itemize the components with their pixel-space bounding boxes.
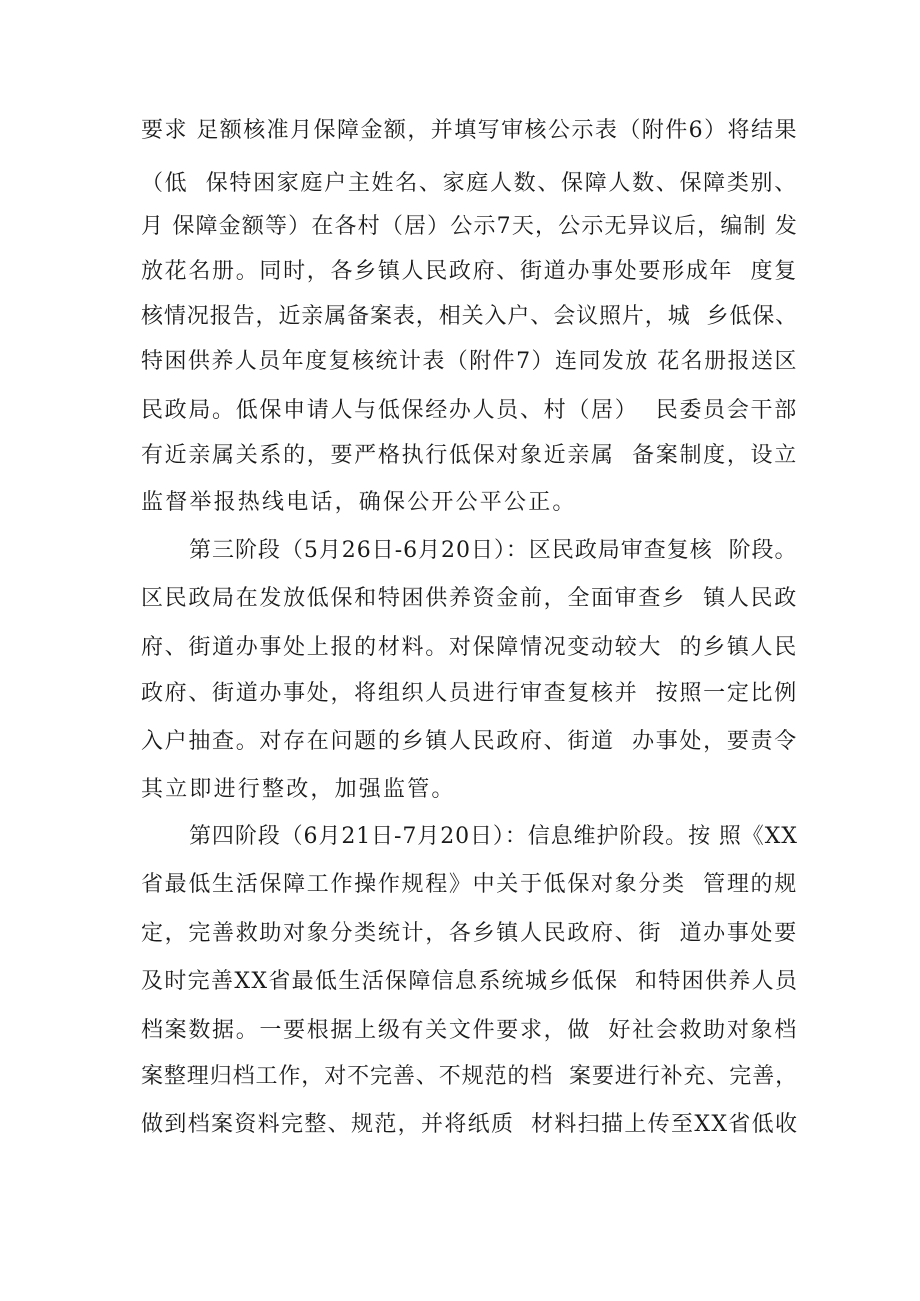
text-line: 放花名册。同时，各乡镇人民政府、街道办事处要形成年 度复	[141, 259, 798, 284]
text-line: 案整理归档工作，对不完善、不规范的档 案要进行补充、完善，	[141, 1064, 798, 1089]
text-line: 第三阶段（5月26日-6月20日）：区民政局审查复核 阶段。	[189, 538, 798, 563]
text-line: 有近亲属关系的，要严格执行低保对象近亲属 备案制度，设立	[141, 443, 798, 468]
text-line: 监督举报热线电话，确保公开公平公正。	[141, 490, 577, 515]
text-line: 及时完善XX省最低生活保障信息系统城乡低保 和特困供养人员	[141, 969, 799, 994]
text-line: 入户抽查。对存在问题的乡镇人民政府、街道 办事处，要责令	[141, 729, 798, 754]
text-line: 省最低生活保障工作操作规程》中关于低保对象分类 管理的规	[141, 872, 798, 897]
text-line: 其立即进行整改，加强监管。	[141, 777, 456, 802]
text-line: 特困供养人员年度复核统计表（附件7）连同发放 花名册报送区	[141, 349, 798, 374]
text-line: 要求 足额核准月保障金额，并填写审核公示表（附件6）将结果	[141, 118, 798, 143]
text-line: 定，完善救助对象分类统计，各乡镇人民政府、街 道办事处要	[141, 921, 798, 946]
text-line: 做到档案资料完整、规范，并将纸质 材料扫描上传至XX省低收	[141, 1112, 799, 1137]
text-line: 月 保障金额等）在各村（居）公示7天，公示无异议后，编制 发	[141, 214, 798, 239]
text-line: 核情况报告，近亲属备案表，相关入户、会议照片，城 乡低保、	[141, 304, 798, 329]
text-line: 档案数据。一要根据上级有关文件要求，做 好社会救助对象档	[141, 1018, 798, 1043]
text-line: 区民政局在发放低保和特困供养资金前，全面审查乡 镇人民政	[141, 586, 798, 611]
text-line: 民政局。低保申请人与低保经办人员、村（居） 民委员会干部	[141, 398, 798, 423]
text-line: 第四阶段（6月21日-7月20日）：信息维护阶段。按 照《XX	[189, 824, 798, 849]
text-line: 府、街道办事处上报的材料。对保障情况变动较大 的乡镇人民	[141, 635, 798, 660]
text-line: （低 保特困家庭户主姓名、家庭人数、保障人数、保障类别、	[141, 171, 798, 196]
text-line: 政府、街道办事处，将组织人员进行审查复核并 按照一定比例	[141, 681, 798, 706]
